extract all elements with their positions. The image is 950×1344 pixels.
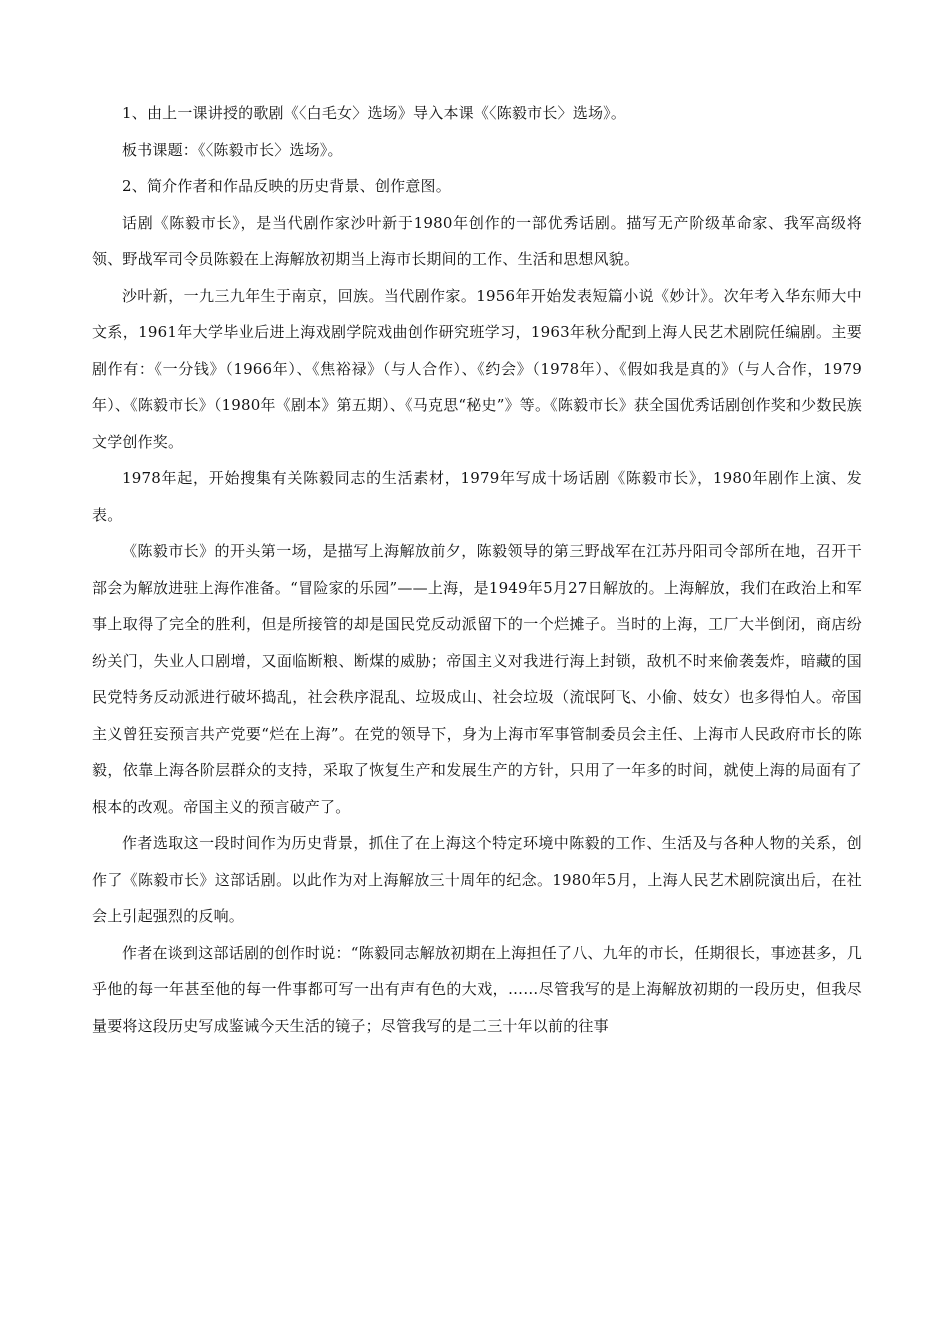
paragraph-author-bio: 沙叶新，一九三九年生于南京，回族。当代剧作家。1956年开始发表短篇小说《妙计》。次年考入华东师大中文系，1961年大学毕业后进上海戏剧学院戏曲创作研究班学习，1963年秋分配到上海人民艺术剧院任编剧。主要剧作有：《一分钱》（1966年）、《焦裕禄》（与人合作）、《约会》（1978年）、《假如我是真的》（与人合作，1979年）、《陈毅市长》（1980年《剧本》第五期）、《马克思“秘史”》等。《陈毅市长》获全国优秀话剧创作奖和少数民族文学创作奖。: [92, 286, 862, 451]
paragraph-creative-intent: 作者选取这一段时间作为历史背景，抓住了在上海这个特定环境中陈毅的工作、生活及与各种人物的关系，创作了《陈毅市长》这部话剧。以此作为对上海解放三十周年的纪念。1980年5月，上海人民艺术剧院演出后，在社会上引起强烈的反响。: [92, 834, 862, 925]
paragraph-board-title: 板书课题：《〈陈毅市长〉选场》。: [122, 140, 343, 159]
paragraph-section-heading: 2、简介作者和作品反映的历史背景、创作意图。: [122, 177, 451, 195]
paragraph-lesson-intro: 1、由上一课讲授的歌剧《〈白毛女〉选场》导入本课《〈陈毅市长〉选场》。: [122, 104, 627, 122]
paragraph-historical-background: 《陈毅市长》的开头第一场，是描写上海解放前夕，陈毅领导的第三野战军在江苏丹阳司令部所在地，召开干部会为解放进驻上海作准备。“冒险家的乐园”——上海，是1949年5月27日解放的。上海解放，我们在政治上和军事上取得了完全的胜利，但是所接管的却是国民党反动派留下的一个烂摊子。当时的上海，工厂大半倒闭，商店纷纷关门，失业人口剧增，又面临断粮、断煤的威胁；帝国主义对我进行海上封锁，敌机不时来偷袭轰炸，暗藏的国民党特务反动派进行破坏捣乱，社会秩序混乱、垃圾成山、社会垃圾（流氓阿飞、小偷、妓女）也多得怕人。帝国主义曾狂妄预言共产党要“烂在上海”。在党的领导下，身为上海市军事管制委员会主任、上海市人民政府市长的陈毅，依靠上海各阶层群众的支持，采取了恢复生产和发展生产的方针，只用了一年多的时间，就使上海的局面有了根本的改观。帝国主义的预言破产了。: [92, 542, 862, 816]
paragraph-author-quote: 作者在谈到这部话剧的创作时说：“陈毅同志解放初期在上海担任了八、九年的市长，任期很长，事迹甚多，几乎他的每一年甚至他的每一件事都可写一出有声有色的大戏，……尽管我写的是上海解放初期的一段历史，但我尽量要将这段历史写成鉴诫今天生活的镜子；尽管我写的是二三十年以前的往事: [92, 943, 862, 1035]
paragraph-writing-timeline: 1978年起，开始搜集有关陈毅同志的生活素材，1979年写成十场话剧《陈毅市长》，1980年剧作上演、发表。: [92, 469, 862, 524]
document-body: [92, 95, 862, 1044]
paragraph-play-summary: 话剧《陈毅市长》，是当代剧作家沙叶新于1980年创作的一部优秀话剧。描写无产阶级革命家、我军高级将领、野战军司令员陈毅在上海解放初期当上海市长期间的工作、生活和思想风貌。: [92, 213, 862, 268]
